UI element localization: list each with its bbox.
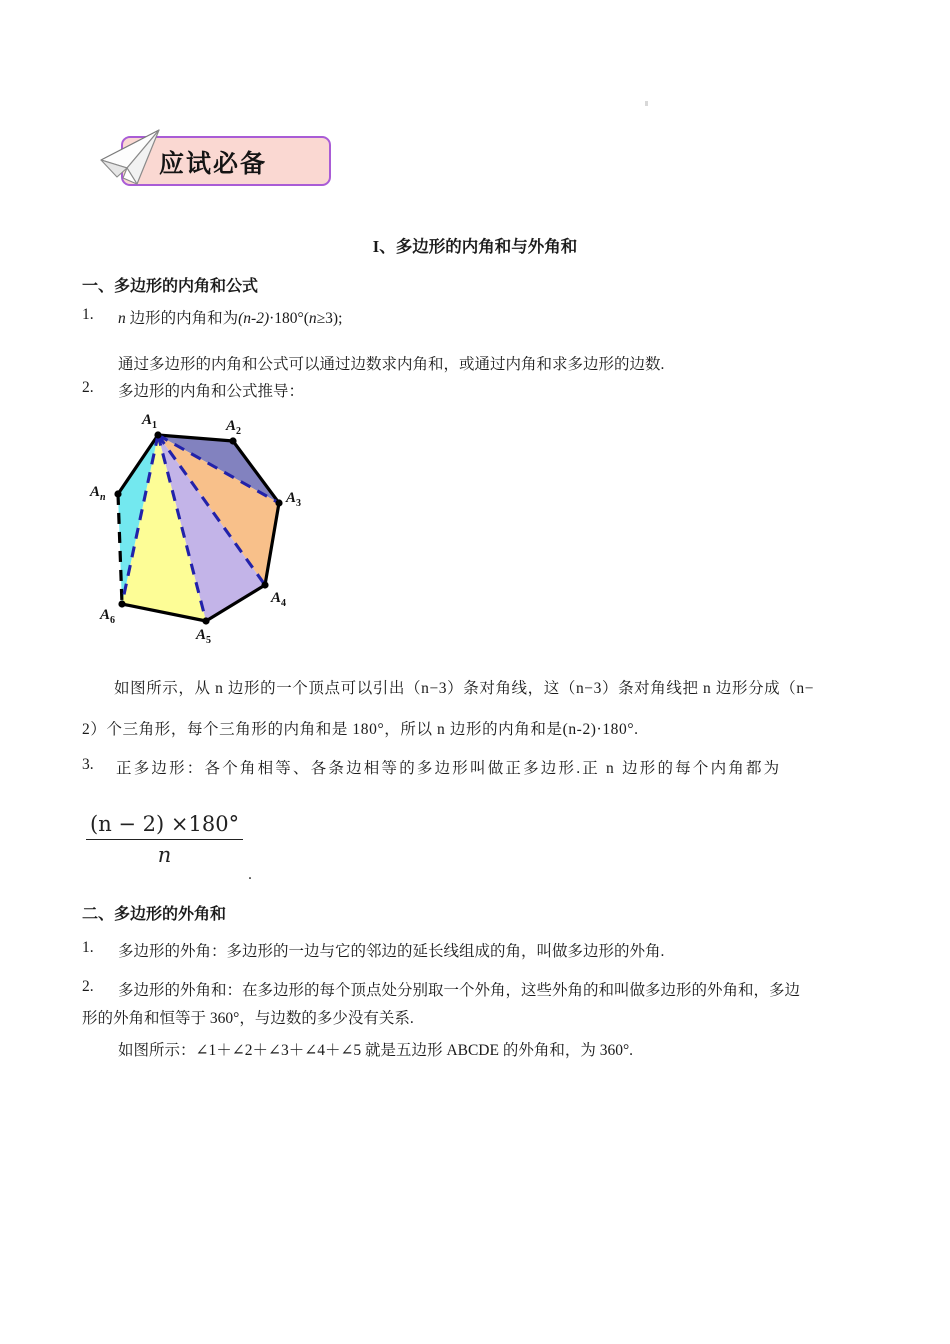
polygon-interior-angle-diagram <box>78 408 338 663</box>
item-1-1-line2: 通过多边形的内角和公式可以通过边数求内角和，或通过内角和求多边形的边数. <box>118 356 665 373</box>
paper-plane-icon <box>97 128 175 194</box>
var-n-b: n <box>308 310 317 327</box>
vertex-label-A3: $A_3$ <box>286 490 302 509</box>
vertex-dot-A3 <box>275 499 282 506</box>
item-2-2-line2: 形的外角和恒等于 360°，与边数的多少没有关系. <box>82 1010 414 1027</box>
vertex-dot-An <box>114 490 121 497</box>
item-1-2-text: 多边形的内角和公式推导： <box>118 383 305 400</box>
list-marker-1-1: 1. <box>82 306 94 323</box>
formula-denominator: n <box>157 843 172 868</box>
section-heading-2: 二、多边形的外角和 <box>82 906 227 923</box>
var-n-a: n <box>118 310 126 327</box>
item-1-1-line1-d: ·180°( <box>269 310 309 327</box>
section-badge <box>97 128 417 198</box>
list-marker-1-3: 3. <box>82 756 94 773</box>
vertex-dot-A2 <box>229 437 236 444</box>
item-1-1-line1 <box>118 306 342 328</box>
page-title: I、多边形的内角和与外角和 <box>372 237 578 256</box>
vertex-dot-A4 <box>261 581 268 588</box>
explain-line-2: 2）个三角形，每个三角形的内角和是 180°，所以 n 边形的内角和是(n-2)·180°. <box>82 721 639 738</box>
badge-label: 应试必备 <box>159 149 268 178</box>
section-heading-1: 一、多边形的内角和公式 <box>82 278 259 295</box>
formula-numerator: (n − 2) ×180° <box>86 812 243 840</box>
list-marker-1-2: 2. <box>82 379 94 396</box>
vertex-dot-A6 <box>118 600 125 607</box>
item-1-1-line1-f: ≥3); <box>316 310 343 327</box>
vertex-dot-A1 <box>154 431 161 438</box>
item-1-1-line1-c: (n-2) <box>238 310 270 327</box>
vertex-label-A5: $A_5$ <box>196 627 212 646</box>
stray-speck <box>645 101 648 106</box>
vertex-dot-A5 <box>202 617 209 624</box>
example-line: 如图所示：∠1＋∠2＋∠3＋∠4＋∠5 就是五边形 ABCDE 的外角和，为 360°. <box>118 1042 634 1059</box>
formula-trailing-dot: . <box>248 866 252 883</box>
item-2-2-line1: 多边形的外角和：在多边形的每个顶点处分别取一个外角，这些外角的和叫做多边形的外角和，多边 <box>118 982 801 999</box>
polygon-svg <box>78 408 338 663</box>
vertex-label-A4: $A_4$ <box>271 590 287 609</box>
vertex-label-A6: $A_6$ <box>100 607 116 626</box>
explain-line-1: 如图所示，从 n 边形的一个顶点可以引出（n−3）条对角线，这（n−3）条对角线把 n 边形分成（n− <box>114 680 815 697</box>
vertex-label-A2: $A_2$ <box>226 418 242 437</box>
item-1-1-line1-b: 边形的内角和为 <box>125 310 239 327</box>
vertex-label-A1: $A_1$ <box>142 412 158 431</box>
list-marker-2-2: 2. <box>82 978 94 995</box>
item-1-3-text: 正多边形：各个角相等、各条边相等的多边形叫做正多边形.正 n 边形的每个内角都为 <box>116 760 782 777</box>
regular-polygon-angle-formula <box>86 812 243 867</box>
vertex-label-An: $A_n$ <box>90 484 106 503</box>
list-marker-2-1: 1. <box>82 939 94 956</box>
item-2-1-text: 多边形的外角：多边形的一边与它的邻边的延长线组成的角，叫做多边形的外角. <box>118 943 665 960</box>
